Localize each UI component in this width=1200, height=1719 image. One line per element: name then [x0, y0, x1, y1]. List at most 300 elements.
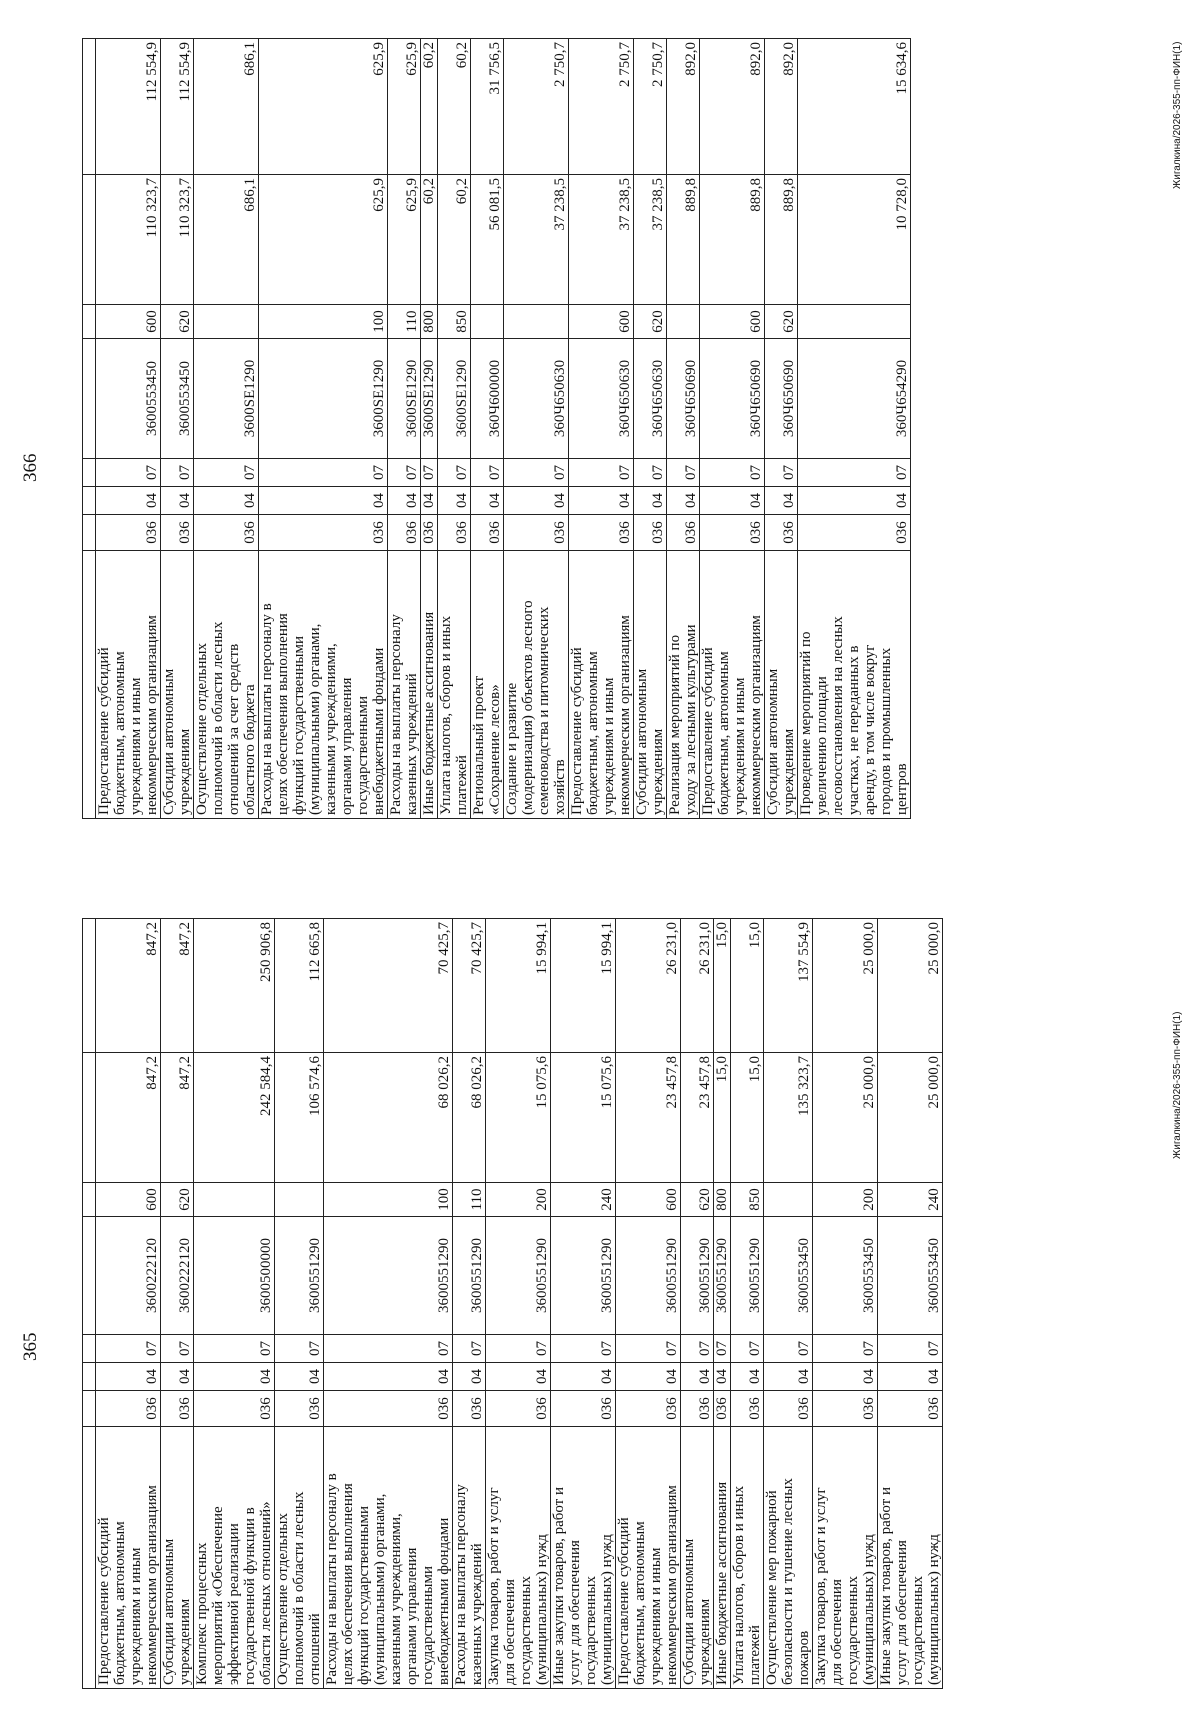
cell-target-article: 3600553450: [96, 339, 161, 459]
row-name-line: некоммерческим организациям: [617, 615, 633, 815]
row-name-line: Уплата налогов, сборов и иных: [731, 1485, 747, 1685]
row-name-line: (муниципальными) органами,: [307, 623, 323, 815]
cell-grbs: 036: [275, 1391, 324, 1427]
cell-section: 04: [551, 1363, 616, 1391]
cell-section: 04: [324, 1363, 453, 1391]
cell-expense-type: 600: [96, 1183, 161, 1217]
row-name-line: учреждениям: [781, 728, 797, 815]
cell-expense-type: 620: [681, 1183, 714, 1217]
row-name-line: учреждениям и иным: [601, 677, 617, 815]
cell-section: 04: [616, 1363, 681, 1391]
row-name-line: целях обеспечения выполнения: [275, 613, 291, 815]
row-name-line: Субсидии автономным: [765, 668, 781, 815]
table-row: [486, 919, 551, 1689]
row-name-line: государственной функции в: [242, 1507, 258, 1685]
row-name-line: увеличению площади: [814, 676, 830, 815]
table-row: [551, 919, 616, 1689]
cell-expense-type: 110: [453, 1183, 486, 1217]
cell-section: 04: [569, 487, 634, 515]
cell-grbs: 036: [194, 515, 259, 551]
cell-target-article: 360Ч600000: [471, 339, 504, 459]
cell-target-article: 3600553450: [764, 1217, 813, 1335]
row-name-line: платежей: [747, 1625, 763, 1685]
cell-section: 04: [471, 487, 504, 515]
cell-amount-year1: 625,9: [388, 175, 421, 305]
cell-target-article: 3600551290: [453, 1217, 486, 1335]
cell-amount-year2: 250 906,8: [194, 919, 275, 1053]
table-row: [259, 39, 388, 819]
row-name: [388, 551, 421, 819]
row-name-line: (муниципальных) нужд: [534, 1534, 550, 1685]
cell-subsection: 07: [421, 459, 438, 487]
row-name-line: некоммерческим организациям: [144, 615, 160, 815]
cell-amount-year1: 15,0: [731, 1053, 764, 1183]
row-name-line: Закупка товаров, работ и услуг: [486, 1487, 502, 1685]
footer-left: Жигалкина/2026-355-пп-ФИН(1): [1172, 1011, 1183, 1159]
cell-expense-type: 620: [634, 305, 667, 339]
row-name-line: Предоставление субсидий: [616, 1517, 632, 1685]
cell-amount-year2: 70 425,7: [324, 919, 453, 1053]
cell-grbs: 036: [798, 515, 911, 551]
cell-amount-year1: 847,2: [161, 1053, 194, 1183]
cell-section: 04: [504, 487, 569, 515]
row-name: [551, 1427, 616, 1689]
cell-section: 04: [765, 487, 798, 515]
cell-amount-year1: 15 075,6: [486, 1053, 551, 1183]
row-name-line: хозяйств: [552, 759, 568, 815]
table-row: [453, 919, 486, 1689]
row-name-line: Предоставление субсидий: [569, 647, 585, 815]
cell-subsection: 07: [616, 1335, 681, 1363]
row-name-line: функций государственными: [356, 1506, 372, 1685]
cell-grbs: 036: [161, 515, 194, 551]
cell-subsection: 07: [161, 1335, 194, 1363]
cell-amount-year1: 110 323,7: [96, 175, 161, 305]
cell-section: 04: [96, 487, 161, 515]
cell-target-article: 3600SE1290: [194, 339, 259, 459]
cell-subsection: 07: [667, 459, 700, 487]
cell-grbs: 036: [569, 515, 634, 551]
row-name-line: для обеспечения: [829, 1579, 845, 1685]
row-name-line: (муниципальных) нужд: [599, 1534, 615, 1685]
row-name-line: Иные закупки товаров, работ и: [878, 1486, 894, 1685]
cell-amount-year1: 889,8: [700, 175, 765, 305]
cell-target-article: 360Ч650690: [700, 339, 765, 459]
cell-grbs: 036: [551, 1391, 616, 1427]
row-name: [798, 551, 911, 819]
cell-section: 04: [194, 1363, 275, 1391]
row-name-line: государственных: [583, 1576, 599, 1685]
cell-subsection: 07: [731, 1335, 764, 1363]
cell-amount-year2: 15 994,1: [551, 919, 616, 1053]
cell-target-article: 3600551290: [731, 1217, 764, 1335]
row-name: [714, 1427, 731, 1689]
row-name-line: Субсидии автономным: [634, 668, 650, 815]
table-row: [634, 39, 667, 819]
table-row: [161, 39, 194, 819]
cell-subsection: 07: [96, 459, 161, 487]
cell-expense-type: [471, 305, 504, 339]
cell-target-article: 3600222120: [161, 1217, 194, 1335]
cell-target-article: 360Ч654290: [798, 339, 911, 459]
cell-subsection: 07: [194, 1335, 275, 1363]
cell-amount-year2: 137 554,9: [764, 919, 813, 1053]
cell-subsection: 07: [275, 1335, 324, 1363]
cell-grbs: 036: [453, 1391, 486, 1427]
cell-expense-type: 100: [259, 305, 388, 339]
cell-amount-year2: 15,0: [731, 919, 764, 1053]
cell-expense-type: 110: [388, 305, 421, 339]
cell-grbs: 036: [878, 1391, 943, 1427]
table-row: [714, 919, 731, 1689]
row-name-line: казенными учреждениями,: [388, 1513, 404, 1685]
row-name-line: государственными: [355, 696, 371, 815]
cell-section: 04: [96, 1363, 161, 1391]
cell-subsection: 07: [96, 1335, 161, 1363]
cell-expense-type: [667, 305, 700, 339]
cell-amount-year2: 625,9: [259, 39, 388, 175]
cell-amount-year1: 625,9: [259, 175, 388, 305]
cell-grbs: 036: [634, 515, 667, 551]
cell-expense-type: 240: [878, 1183, 943, 1217]
cell-section: 04: [813, 1363, 878, 1391]
table-row: [700, 39, 765, 819]
cell-target-article: 360Ч650630: [634, 339, 667, 459]
row-name-line: полномочий в области лесных: [291, 1491, 307, 1685]
row-name: [259, 551, 388, 819]
cell-target-article: 3600551290: [681, 1217, 714, 1335]
cell-amount-year2: 112 665,8: [275, 919, 324, 1053]
cell-subsection: 07: [259, 459, 388, 487]
row-name-line: Расходы на выплаты персоналу в: [324, 1473, 340, 1685]
row-name: [764, 1427, 813, 1689]
row-name-line: учреждениям и иным: [128, 677, 144, 815]
table-row: [504, 39, 569, 819]
cell-target-article: 3600551290: [275, 1217, 324, 1335]
cell-amount-year1: 56 081,5: [471, 175, 504, 305]
row-name-line: государственными: [420, 1566, 436, 1685]
cell-section: 04: [421, 487, 438, 515]
row-name: [504, 551, 569, 819]
cell-expense-type: [504, 305, 569, 339]
row-name-line: органами управления: [339, 677, 355, 815]
row-name-line: семеноводства и питомнических: [536, 606, 552, 815]
cell-grbs: 036: [681, 1391, 714, 1427]
table-row: [161, 919, 194, 1689]
cell-grbs: 036: [714, 1391, 731, 1427]
table-row: [96, 919, 161, 1689]
cell-subsection: 07: [551, 1335, 616, 1363]
row-name: [731, 1427, 764, 1689]
cell-target-article: 3600551290: [551, 1217, 616, 1335]
cell-amount-year2: 847,2: [96, 919, 161, 1053]
cell-section: 04: [700, 487, 765, 515]
row-name: [569, 551, 634, 819]
row-name: [324, 1427, 453, 1689]
cell-expense-type: [275, 1183, 324, 1217]
row-name-line: Предоставление субсидий: [700, 647, 716, 815]
cell-amount-year1: 110 323,7: [161, 175, 194, 305]
cell-amount-year2: 60,2: [438, 39, 471, 175]
row-name-line: Осуществление отдельных: [194, 643, 210, 815]
row-name-line: Осуществление мер пожарной: [764, 1490, 780, 1685]
cell-expense-type: [194, 305, 259, 339]
cell-target-article: 3600553450: [813, 1217, 878, 1335]
row-name-line: уходу за лесными культурами: [683, 624, 699, 815]
row-name: [667, 551, 700, 819]
cell-section: 04: [161, 1363, 194, 1391]
row-name: [765, 551, 798, 819]
row-name: [634, 551, 667, 819]
cell-grbs: 036: [813, 1391, 878, 1427]
cell-subsection: 07: [486, 1335, 551, 1363]
cell-amount-year1: 889,8: [765, 175, 798, 305]
cell-target-article: 3600551290: [486, 1217, 551, 1335]
row-name: [275, 1427, 324, 1689]
cell-section: 04: [634, 487, 667, 515]
table-row: [681, 919, 714, 1689]
cell-subsection: 07: [569, 459, 634, 487]
cell-amount-year2: 15 994,1: [486, 919, 551, 1053]
cell-grbs: 036: [700, 515, 765, 551]
cell-amount-year1: 60,2: [438, 175, 471, 305]
cell-expense-type: 240: [551, 1183, 616, 1217]
row-name-line: (муниципальных) нужд: [926, 1534, 942, 1685]
cell-grbs: 036: [486, 1391, 551, 1427]
cell-subsection: 07: [681, 1335, 714, 1363]
cell-amount-year1: 25 000,0: [878, 1053, 943, 1183]
row-name-line: некоммерческим организациям: [664, 1485, 680, 1685]
cell-amount-year2: 25 000,0: [813, 919, 878, 1053]
cell-amount-year1: 15,0: [714, 1053, 731, 1183]
cell-amount-year1: 23 457,8: [681, 1053, 714, 1183]
table-row: [96, 39, 161, 819]
row-name-line: «Сохранение лесов»: [487, 684, 503, 815]
row-name-line: Уплата налогов, сборов и иных: [438, 615, 454, 815]
cell-amount-year2: 15,0: [714, 919, 731, 1053]
cell-subsection: 07: [700, 459, 765, 487]
row-name-line: лесовосстановления на лесных: [830, 616, 846, 815]
row-name-line: функций государственными: [291, 636, 307, 815]
cell-section: 04: [388, 487, 421, 515]
budget-table-right: [82, 38, 911, 819]
row-name-line: платежей: [454, 755, 470, 815]
table-row: [194, 919, 275, 1689]
cell-subsection: 07: [453, 1335, 486, 1363]
row-name-line: бюджетным, автономным: [112, 1521, 128, 1685]
table-row: [878, 919, 943, 1689]
cell-subsection: 07: [471, 459, 504, 487]
cell-amount-year2: 892,0: [765, 39, 798, 175]
cell-grbs: 036: [259, 515, 388, 551]
cell-target-article: 3600553450: [161, 339, 194, 459]
row-name-line: целях обеспечения выполнения: [340, 1483, 356, 1685]
table-row: [667, 39, 700, 819]
table-row: [388, 39, 421, 819]
table-row: [324, 919, 453, 1689]
row-name-line: области лесных отношений»: [258, 1501, 274, 1685]
cell-section: 04: [714, 1363, 731, 1391]
cell-subsection: 07: [194, 459, 259, 487]
row-name-line: казенных учреждений: [404, 673, 420, 815]
cell-target-article: 3600SE1290: [438, 339, 471, 459]
table-body-left: [83, 919, 943, 1689]
cell-expense-type: [764, 1183, 813, 1217]
row-name-line: бюджетным, автономным: [632, 1521, 648, 1685]
row-name: [96, 1427, 161, 1689]
cell-grbs: 036: [96, 1391, 161, 1427]
cell-target-article: 360Ч650630: [569, 339, 634, 459]
cell-target-article: 3600SE1290: [388, 339, 421, 459]
cell-subsection: 07: [714, 1335, 731, 1363]
row-name-line: полномочий в области лесных: [210, 621, 226, 815]
cell-section: 04: [731, 1363, 764, 1391]
row-name-line: участках, не переданных в: [846, 645, 862, 815]
cell-grbs: 036: [96, 515, 161, 551]
cell-amount-year2: 2 750,7: [634, 39, 667, 175]
row-name-line: учреждениям и иным: [732, 677, 748, 815]
cell-target-article: 360Ч650630: [504, 339, 569, 459]
row-name: [878, 1427, 943, 1689]
row-name-line: внебюджетными фондами: [371, 647, 387, 815]
cell-subsection: 07: [813, 1335, 878, 1363]
row-name-line: Комплекс процессных: [194, 1542, 210, 1685]
cell-expense-type: 620: [765, 305, 798, 339]
row-name-line: отношений за счет средств: [226, 643, 242, 815]
row-name-line: отношений: [307, 1613, 323, 1685]
cell-section: 04: [486, 1363, 551, 1391]
footer-right: Жигалкина/2026-355-пп-ФИН(1): [1172, 41, 1183, 189]
table-row: [275, 919, 324, 1689]
row-name-line: Иные бюджетные ассигнования: [714, 1481, 730, 1685]
cell-amount-year2: 686,1: [194, 39, 259, 175]
cell-grbs: 036: [731, 1391, 764, 1427]
table-row: [813, 919, 878, 1689]
row-name-line: (муниципальных) нужд: [861, 1534, 877, 1685]
row-name-line: Предоставление субсидий: [96, 1517, 112, 1685]
table-row: [421, 39, 438, 819]
cell-grbs: 036: [161, 1391, 194, 1427]
row-name-line: Предоставление субсидий: [96, 647, 112, 815]
row-name-line: учреждениям: [697, 1598, 713, 1685]
row-name: [96, 551, 161, 819]
cell-amount-year2: 15 634,6: [798, 39, 911, 175]
cell-amount-year1: 889,8: [667, 175, 700, 305]
row-name-line: учреждениям и иным: [648, 1547, 664, 1685]
row-name-line: учреждениям и иным: [128, 1547, 144, 1685]
cell-amount-year1: 25 000,0: [813, 1053, 878, 1183]
cell-grbs: 036: [504, 515, 569, 551]
row-name-line: Расходы на выплаты персоналу: [453, 1484, 469, 1685]
row-name-line: учреждениям: [177, 728, 193, 815]
cell-subsection: 07: [504, 459, 569, 487]
row-name-line: казенными учреждениями,: [323, 643, 339, 815]
row-name: [161, 551, 194, 819]
cell-grbs: 036: [388, 515, 421, 551]
cell-section: 04: [878, 1363, 943, 1391]
table-row: [731, 919, 764, 1689]
cell-amount-year2: 26 231,0: [616, 919, 681, 1053]
page-number-left: 365: [20, 1332, 41, 1361]
cell-grbs: 036: [324, 1391, 453, 1427]
cell-subsection: 07: [438, 459, 471, 487]
cell-amount-year1: 106 574,6: [275, 1053, 324, 1183]
cell-amount-year1: 135 323,7: [764, 1053, 813, 1183]
cell-subsection: 07: [324, 1335, 453, 1363]
row-name-line: мероприятий «Обеспечение: [210, 1506, 226, 1685]
cell-target-article: 3600551290: [616, 1217, 681, 1335]
cell-grbs: 036: [471, 515, 504, 551]
cell-expense-type: 600: [616, 1183, 681, 1217]
row-name-line: услуг для обеспечения: [894, 1540, 910, 1685]
row-name-line: Создание и развитие: [504, 682, 520, 815]
row-name-line: учреждениям: [650, 728, 666, 815]
cell-expense-type: 850: [731, 1183, 764, 1217]
cell-expense-type: 620: [161, 305, 194, 339]
row-name-line: Субсидии автономным: [681, 1538, 697, 1685]
cell-section: 04: [681, 1363, 714, 1391]
cell-section: 04: [438, 487, 471, 515]
cell-amount-year1: 686,1: [194, 175, 259, 305]
row-name: [700, 551, 765, 819]
cell-expense-type: 850: [438, 305, 471, 339]
cell-target-article: 3600500000: [194, 1217, 275, 1335]
table-row: [471, 39, 504, 819]
row-name-line: учреждениям: [177, 1598, 193, 1685]
table-row: [764, 919, 813, 1689]
cell-grbs: 036: [194, 1391, 275, 1427]
cell-section: 04: [161, 487, 194, 515]
row-name-line: Иные бюджетные ассигнования: [421, 611, 437, 815]
cell-section: 04: [798, 487, 911, 515]
cell-expense-type: 200: [813, 1183, 878, 1217]
row-name-line: Расходы на выплаты персоналу: [388, 614, 404, 815]
table-row: [798, 39, 911, 819]
table-body-right: [83, 39, 911, 819]
cell-amount-year1: 10 728,0: [798, 175, 911, 305]
row-name-line: органами управления: [404, 1547, 420, 1685]
row-name: [194, 1427, 275, 1689]
row-name-line: центров: [894, 763, 910, 815]
cell-section: 04: [764, 1363, 813, 1391]
cell-target-article: 3600222120: [96, 1217, 161, 1335]
row-name-line: некоммерческим организациям: [748, 615, 764, 815]
cell-expense-type: [194, 1183, 275, 1217]
cell-amount-year1: 37 238,5: [504, 175, 569, 305]
cell-expense-type: 800: [421, 305, 438, 339]
row-name: [161, 1427, 194, 1689]
cell-amount-year1: 68 026,2: [453, 1053, 486, 1183]
row-name-line: Субсидии автономным: [161, 668, 177, 815]
table-row: [616, 919, 681, 1689]
row-name: [681, 1427, 714, 1689]
row-name-line: Проведение мероприятий по: [798, 631, 814, 815]
table-row: [438, 39, 471, 819]
row-name-line: государственных: [518, 1576, 534, 1685]
row-name: [486, 1427, 551, 1689]
cell-amount-year2: 31 756,5: [471, 39, 504, 175]
row-name: [453, 1427, 486, 1689]
cell-subsection: 07: [388, 459, 421, 487]
row-name: [813, 1427, 878, 1689]
cell-amount-year1: 37 238,5: [569, 175, 634, 305]
cell-section: 04: [194, 487, 259, 515]
cell-expense-type: 800: [714, 1183, 731, 1217]
cell-expense-type: 600: [569, 305, 634, 339]
page-number-right: 366: [20, 453, 41, 482]
cell-subsection: 07: [878, 1335, 943, 1363]
cell-section: 04: [259, 487, 388, 515]
